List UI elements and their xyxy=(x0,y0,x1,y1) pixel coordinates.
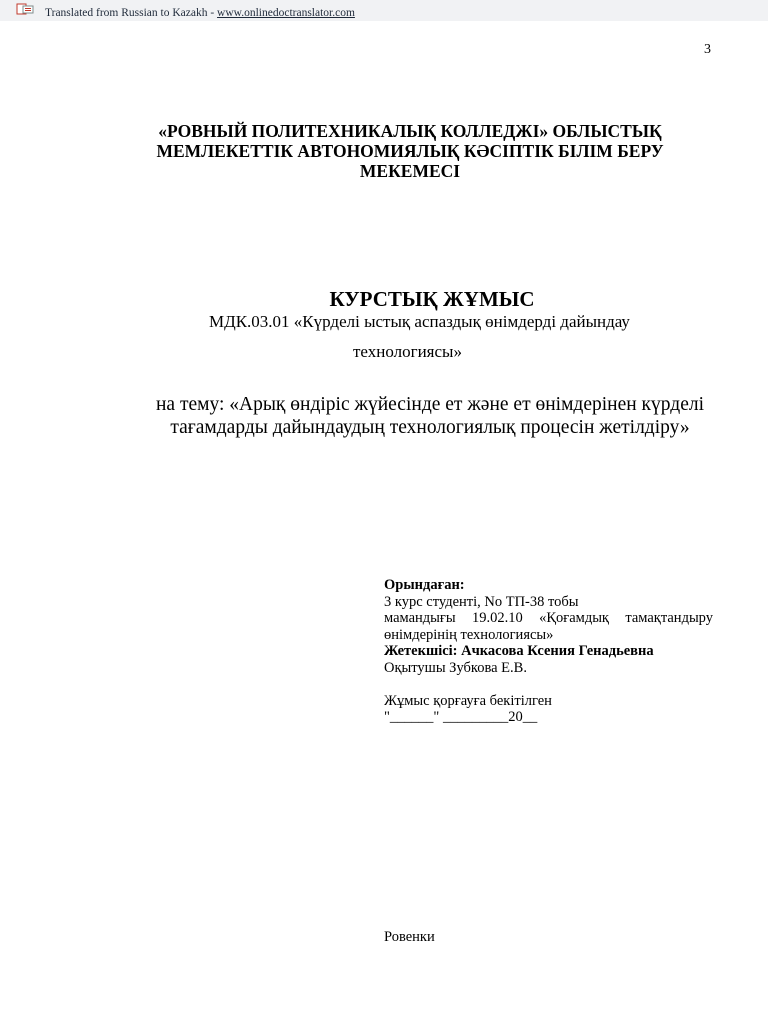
work-title: КУРСТЫҚ ЖҰМЫС xyxy=(329,287,535,311)
course-module-line2: технологиясы» xyxy=(353,342,462,361)
teacher-line: Оқытушы Зубкова Е.В. xyxy=(384,659,527,676)
student-line: 3 курс студенті, No ТП-38 тобы xyxy=(384,593,579,610)
date-line: "______" _________20__ xyxy=(384,709,538,725)
city-name: Ровенки xyxy=(384,929,435,945)
approved-label: Жұмыс қорғауға бекітілген xyxy=(384,692,552,709)
organization-title: «РОВНЫЙ ПОЛИТЕХНИКАЛЫҚ КОЛЛЕДЖІ» ОБЛЫСТЫҚ МЕМЛЕКЕТТІК АВТОНОМИЯЛЫҚ КӘСІПТІК БІЛІМ БЕРУ МЕКЕМЕСІ xyxy=(156,121,664,181)
author-info-block xyxy=(384,577,713,726)
banner-link[interactable]: www.onlinedoctranslator.com xyxy=(217,7,355,19)
page-number: 3 xyxy=(704,42,711,57)
specialty-line1: мамандығы 19.02.10 «Қоғамдық тамақтандыру xyxy=(384,610,713,626)
banner-label: Translated from Russian to Kazakh - xyxy=(45,7,218,19)
course-module-line1: МДК.03.01 «Күрделі ыстық аспаздық өнімдерді дайындау xyxy=(209,312,630,331)
translation-banner xyxy=(0,0,768,21)
translator-document-icon xyxy=(16,3,34,15)
banner-text xyxy=(45,6,355,20)
performed-label: Орындаған: xyxy=(384,577,465,593)
topic-text: на тему: «Арық өндіріс жүйесінде ет және ет өнімдерінен күрделі тағамдарды дайындаудың технологиялық процесін жетілдіру» xyxy=(155,394,704,438)
spacer xyxy=(384,676,713,693)
supervisor-line: Жетекшісі: Ачкасова Ксения Генадьевна xyxy=(384,643,654,659)
specialty-line2: өнімдерінің технологиясы» xyxy=(384,626,554,643)
